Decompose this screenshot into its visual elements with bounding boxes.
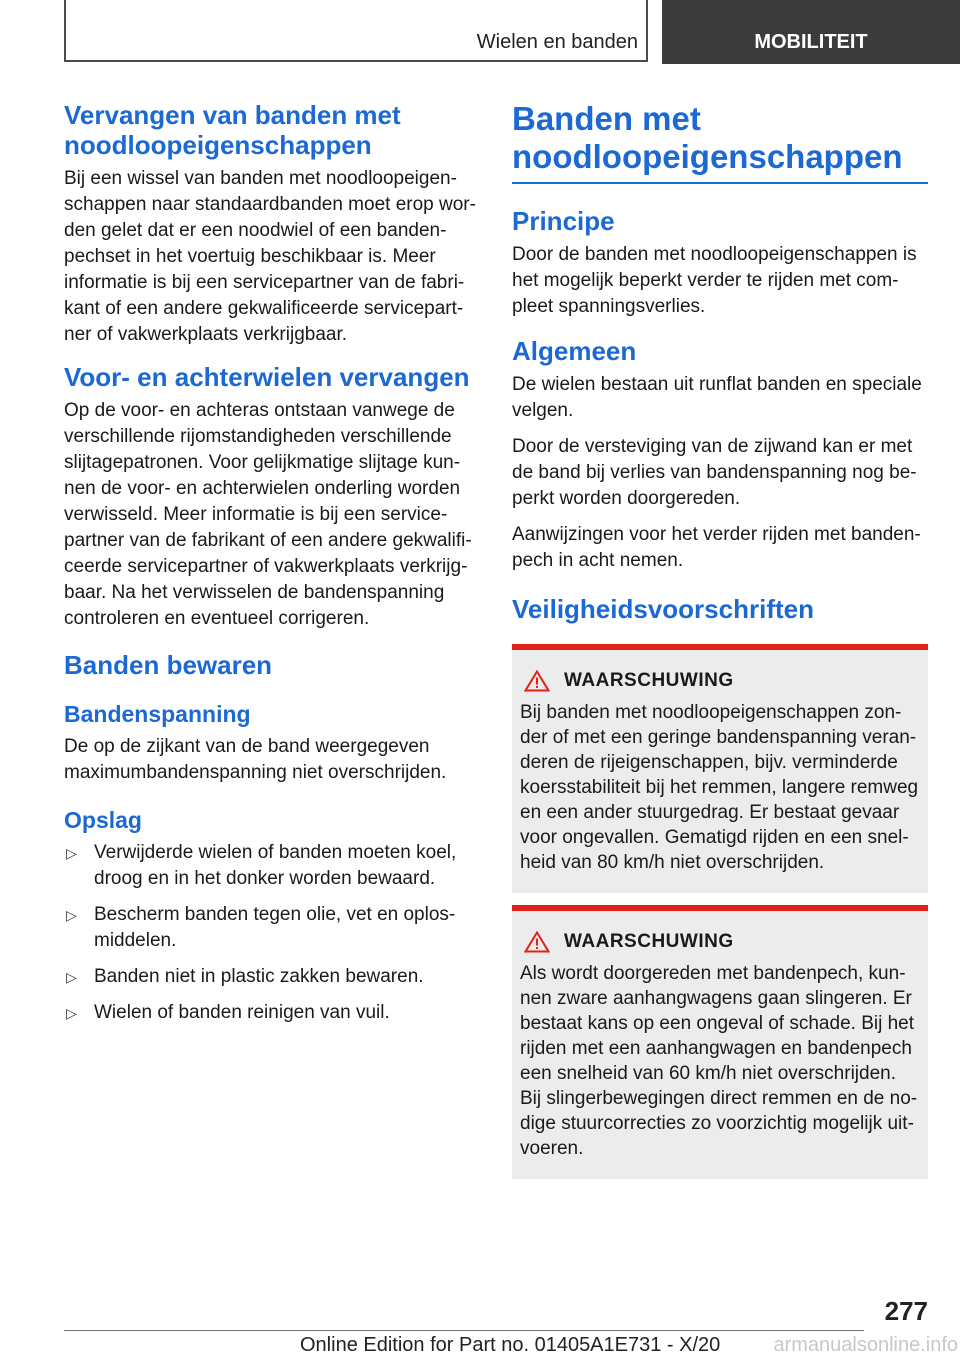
paragraph-tire-pressure: De op de zijkant van de band weergegeven maximumbandenspanning niet overschrijden. bbox=[64, 736, 447, 783]
list-item: ▷ Wielen of banden reinigen van vuil. bbox=[64, 1000, 478, 1026]
warning-title: WAARSCHUWING bbox=[564, 931, 734, 952]
paragraph-general-1: De wielen bestaan uit runflat banden en speciale velgen. bbox=[512, 374, 922, 421]
warning-triangle-icon bbox=[524, 931, 550, 953]
triangle-bullet-icon: ▷ bbox=[66, 969, 77, 985]
warning-text: Bij banden met noodloopeigenschappen zonder of met een geringe bandenspanning veranderen de rijeigenschappen, bijv. verminderde koersstabiliteit bij het remmen, langere remweg en een ander stuurgedrag. Er bestaat gevaar voor ongevallen. Gematigd rijden en een snelheid van 80 km/h niet overschrijden. bbox=[520, 702, 919, 873]
header-chapter-tab: MOBILITEIT bbox=[662, 0, 960, 64]
paragraph-replace-tires: Bij een wissel van banden met noodloopeigenschappen naar standaardbanden moet erop worden gelet dat er een noodwiel of een bandenpechset in het voertuig beschikbaar is. Meer informatie is bij een servicepartner van de fabrikant of een andere gekwalificeerde servicepartner of vakwerkplaats verkrijgbaar. bbox=[64, 168, 476, 345]
watermark: armanualsonline.info bbox=[773, 1334, 958, 1356]
paragraph-rotate-wheels: Op de voor- en achteras ontstaan vanwege de verschillende rijomstandigheden verschillende slijtagepatronen. Voor gelijkmatige slijtage kunnen de voor- en achterwielen onderling worden verwisseld. Meer informatie is bij een servicepartner van de fabrikant of een andere gekwalificeerde servicepartner of vakwerkplaats verkrijgbaar. Na het verwisselen de bandenspanning controleren en eventueel corrigeren. bbox=[64, 400, 472, 629]
paragraph-principle: Door de banden met noodloopeigenschappen is het mogelijk beperkt verder te rijden met compleet spanningsverlies. bbox=[512, 244, 917, 317]
list-item: ▷ Banden niet in plastic zakken bewaren. bbox=[64, 964, 478, 990]
page-number: 277 bbox=[884, 1296, 928, 1326]
footer-divider bbox=[64, 1330, 864, 1331]
heading-replace-tires: Vervangen van banden met noodloopeigenschappen bbox=[64, 100, 401, 160]
warning-box bbox=[512, 905, 928, 1179]
left-column bbox=[64, 100, 478, 1036]
right-column bbox=[512, 100, 928, 1191]
heading-storage: Opslag bbox=[64, 807, 142, 833]
heading-rotate-wheels: Voor- en achterwielen vervangen bbox=[64, 362, 470, 392]
heading-principle: Principe bbox=[512, 206, 615, 236]
heading-store-tires: Banden bewaren bbox=[64, 650, 273, 680]
page-title: Banden met noodloopeigenschappen bbox=[512, 100, 928, 184]
paragraph-general-3: Aanwijzingen voor het verder rijden met bandenpech in acht nemen. bbox=[512, 524, 921, 571]
triangle-bullet-icon: ▷ bbox=[66, 907, 77, 923]
storage-list bbox=[64, 840, 478, 1026]
warning-title: WAARSCHUWING bbox=[564, 670, 734, 691]
footer-edition: Online Edition for Part no. 01405A1E731 - X/20 bbox=[300, 1334, 721, 1356]
paragraph-general-2: Door de versteviging van de zijwand kan er met de band bij verlies van bandenspanning nog beperkt worden doorgereden. bbox=[512, 436, 917, 509]
heading-tire-pressure: Bandenspanning bbox=[64, 701, 251, 727]
triangle-bullet-icon: ▷ bbox=[66, 845, 77, 861]
list-item: ▷ Verwijderde wielen of banden moeten koel, droog en in het donker worden bewaard. bbox=[66, 842, 457, 889]
warning-text: Als wordt doorgereden met bandenpech, kunnen zware aanhangwagens gaan slingeren. Er bestaat kans op een ongeval of schade. Bij het rijden met een aanhangwagen en bandenpech een snelheid van 60 km/h niet overschrijden. Bij slingerbewegingen direct remmen en de nodige stuurcorrecties zo voorzichtig mogelijk uitvoeren. bbox=[520, 963, 918, 1159]
header-section-title: Wielen en banden bbox=[476, 31, 638, 53]
triangle-bullet-icon: ▷ bbox=[66, 1005, 77, 1021]
heading-general: Algemeen bbox=[512, 336, 637, 366]
warning-box bbox=[512, 644, 928, 893]
warning-triangle-icon bbox=[524, 670, 550, 692]
list-item: ▷ Bescherm banden tegen olie, vet en oplosmiddelen. bbox=[66, 904, 456, 951]
heading-safety: Veiligheidsvoorschriften bbox=[512, 594, 814, 624]
